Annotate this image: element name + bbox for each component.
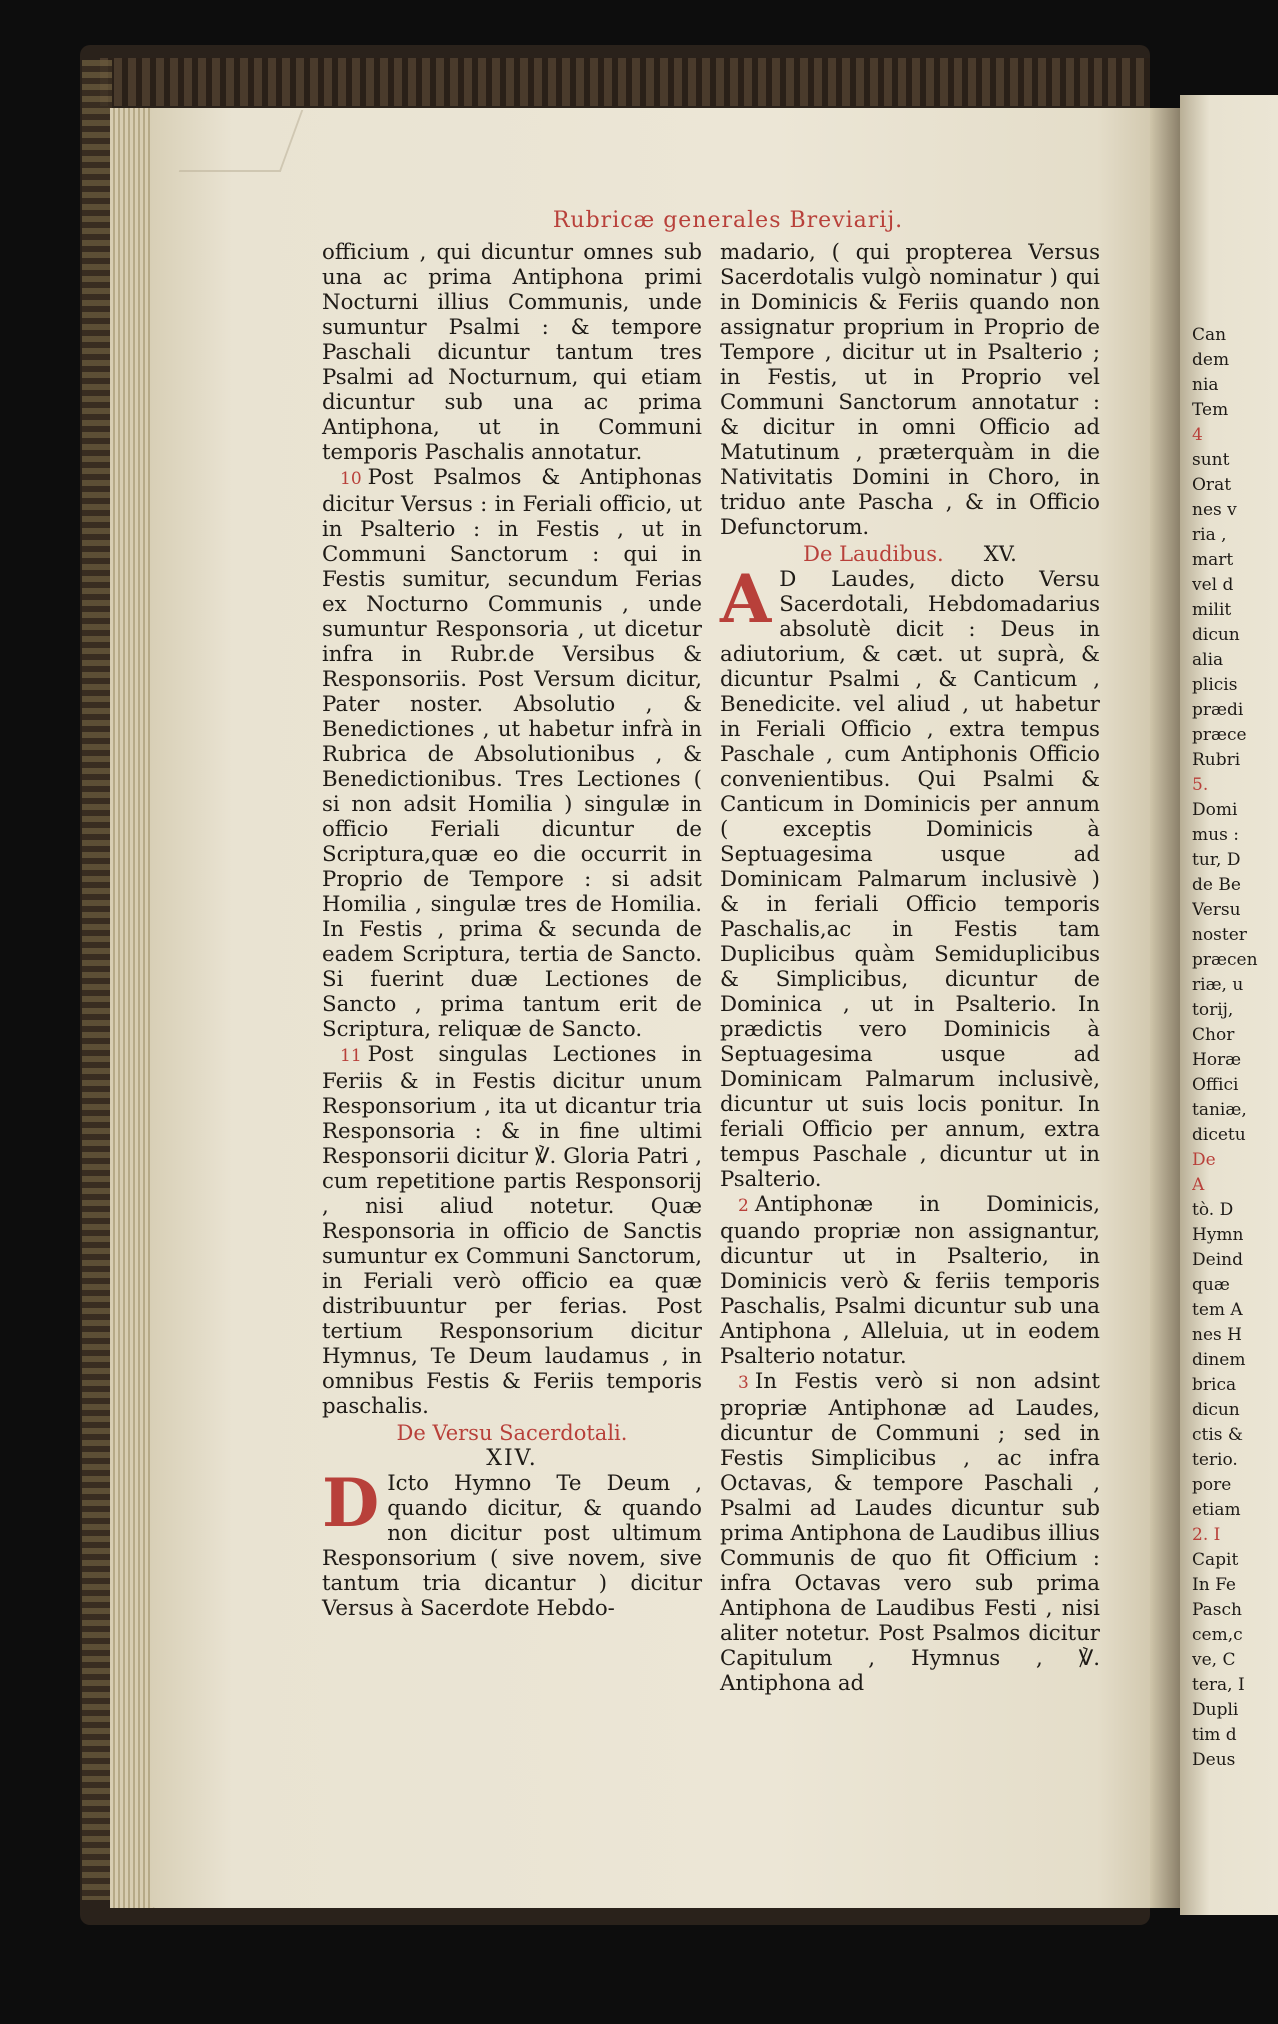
- facing-page-text: [1192, 323, 1274, 1773]
- paragraph-intro: officium , qui dicuntur omnes sub una ac prima Antiphona primi Nocturni illius Communis, unde sumuntur Psalmi : & tempore Paschali dicuntur tantum tres Psalmi ad Nocturnum, qui etiam dicuntur sub una ac prima Antiphona, ut in Communi temporis Paschalis annotatur.: [322, 240, 702, 465]
- facing-page-line: Rubri: [1192, 750, 1241, 770]
- facing-page-line: brica: [1192, 1375, 1237, 1395]
- facing-page-line: In Fe: [1192, 1575, 1236, 1595]
- paragraph-text: D Laudes, dicto Versu Sacerdotali, Hebdomadarius absolutè dicit : Deus in adiutorium, & cæt. ut suprà, & dicuntur Psalmi , & Canticum , Benedicite. vel aliud , ut habetur in Feriali Officio , extra tempus Paschale , cum Antiphonis Officio convenientibus. Qui Psalmi & Canticum in Dominicis per annum ( exceptis Dominicis à Septuagesima usque ad Dominicam Palmarum inclusivè ) & in feriali Officio temporis Paschalis,ac in Festis tam Duplicibus quàm Semiduplicibus & Simplicibus, dicuntur de Dominica , ut in Psalterio. In prædictis vero Dominicis à Septuagesima usque ad Dominicam Palmarum inclusivè, dicuntur ut suis locis ponitur. In feriali Officio per annum, extra tempus Paschale , dicuntur ut in Psalterio.: [720, 567, 1100, 1192]
- facing-page: [1180, 95, 1278, 1915]
- paragraph-d: [322, 1464, 702, 1621]
- facing-page-line: sunt: [1192, 450, 1230, 470]
- facing-page-line: dem: [1192, 350, 1230, 370]
- facing-page-line: tur, D: [1192, 850, 1241, 870]
- facing-page-line: noster: [1192, 925, 1247, 945]
- facing-page-line: tò. D: [1192, 1200, 1234, 1220]
- facing-page-line: etiam: [1192, 1500, 1241, 1520]
- book-top-edge: [100, 58, 1150, 106]
- paragraph-number: 11: [340, 1046, 362, 1066]
- facing-page-line: præce: [1192, 725, 1247, 745]
- paragraph-text: Post singulas Lectiones in Feriis & in Festis dicitur unum Responsorium , ita ut dicantur tria Responsoria : & in fine ultimi Responsorii dicitur ℣. Gloria Patri , cum repetitione partis Responsorij , nisi aliud notetur. Quæ Responsoria in officio de Sanctis sumuntur ex Communi Sanctorum, in Feriali verò officio ea quæ distribuuntur per ferias. Post tertium Responsorium dicitur Hymnus, Te Deum laudamus , in omnibus Festis & Feriis temporis paschalis.: [322, 1042, 702, 1419]
- facing-page-line: tim d: [1192, 1725, 1237, 1745]
- paragraph-text: In Festis verò si non adsint propriæ Antiphonæ ad Laudes, dicuntur de Communi ; sed in Festis Simplicibus , ac infra Octavas, & tempore Paschali , Psalmi ad Laudes dicuntur sub prima Antiphona de Laudibus illius Communis de quo fit Officium : infra Octavas vero sub prima Antiphona de Laudibus Festi , nisi aliter notetur. Post Psalmos dicitur Capitulum , Hymnus , ℣. Antiphona ad: [720, 1369, 1100, 1696]
- running-header: Rubricæ generales Breviarij.: [552, 208, 904, 233]
- page-gutter: [1150, 108, 1180, 1908]
- facing-page-line: ria ,: [1192, 525, 1227, 545]
- left-column: [322, 240, 702, 1621]
- right-column: [720, 240, 1100, 1696]
- facing-page-line: pore: [1192, 1475, 1232, 1495]
- facing-page-line: mart: [1192, 550, 1234, 570]
- facing-page-line: dinem: [1192, 1350, 1246, 1370]
- facing-page-line: mus :: [1192, 825, 1239, 845]
- facing-page-line: plicis: [1192, 675, 1238, 695]
- paragraph-3: [720, 1369, 1100, 1696]
- paragraph-2: [720, 1192, 1100, 1369]
- facing-page-line: cem,c: [1192, 1625, 1243, 1645]
- section-number-xv: XV.: [983, 542, 1017, 566]
- facing-page-line: vel d: [1192, 575, 1234, 595]
- drop-cap: D: [322, 1464, 380, 1542]
- facing-page-line: tera, I: [1192, 1675, 1245, 1695]
- facing-page-line: præcen: [1192, 950, 1258, 970]
- drop-cap: A: [720, 560, 772, 638]
- paragraph-text: Post Psalmos & Antiphonas dicitur Versus : in Feriali officio, ut in Psalterio : in Festis , ut in Communi Sanctorum : qui in Festis sumitur, secundum Ferias ex Nocturno Communis , unde sumuntur Responsoria , ut dicetur infra in Rubr.de Versibus & Responsoriis. Post Versum dicitur, Pater noster. Absolutio , & Benedictiones , ut habetur infrà in Rubrica de Absolutionibus , & Benedictionibus. Tres Lectiones ( si non adsit Homilia ) singulæ in officio Feriali dicuntur de Scriptura,quæ eo die occurrit in Proprio de Tempore : si adsit Homilia , singulæ tres de Homilia. In Festis , prima & secunda de eadem Scriptura, tertia de Sancto. Si fuerint duæ Lectiones de Sancto , prima tantum erit de Scriptura, reliquæ de Sancto.: [322, 465, 702, 1042]
- facing-page-line: taniæ,: [1192, 1100, 1247, 1120]
- section-title-xiv: De Versu Sacerdotali.: [396, 1421, 628, 1445]
- facing-page-line: 4: [1192, 425, 1203, 445]
- paragraph-text: Antiphonæ in Dominicis, quando propriæ non assignantur, dicuntur ut in Psalterio, in Dominicis verò & feriis temporis Paschalis, Psalmi dicuntur sub una Antiphona , Alleluia, ut in eodem Psalterio notatur.: [720, 1192, 1100, 1369]
- paragraph-continued: madario, ( qui propterea Versus Sacerdotalis vulgò nominatur ) qui in Dominicis & Feriis quando non assignatur proprium in Proprio de Tempore , dicitur ut in Psalterio ; in Festis, ut in Proprio vel Communi Sanctorum annotatur : & dicitur in omni Officio ad Matutinum , præterquàm in die Nativitatis Domini in Choro, in triduo ante Pascha , & in Officio Defunctorum.: [720, 240, 1100, 540]
- book-spine-edge: [82, 60, 112, 1900]
- facing-page-line: terio.: [1192, 1450, 1238, 1470]
- paragraph-10: [322, 465, 702, 1042]
- facing-page-line: Pasch: [1192, 1600, 1243, 1620]
- facing-page-line: torij,: [1192, 1000, 1234, 1020]
- facing-page-line: alia: [1192, 650, 1224, 670]
- facing-page-line: Dupli: [1192, 1700, 1239, 1720]
- facing-page-line: A: [1192, 1175, 1205, 1195]
- facing-page-line: 2. I: [1192, 1525, 1221, 1545]
- facing-page-line: Hymn: [1192, 1225, 1244, 1245]
- facing-page-line: Horæ: [1192, 1050, 1242, 1070]
- paragraph-number: 2: [738, 1196, 749, 1216]
- paragraph-text: Icto Hymno Te Deum , quando dicitur, & quando non dicitur post ultimum Responsorium ( sive novem, sive tantum tria dicantur ) dicitur Versus à Sacerdote Hebdo-: [322, 1471, 702, 1621]
- facing-page-line: nes H: [1192, 1325, 1242, 1345]
- paragraph-11: [322, 1042, 702, 1419]
- facing-page-line: dicetu: [1192, 1125, 1246, 1145]
- paragraph-number: 3: [738, 1373, 749, 1393]
- facing-page-line: nes v: [1192, 500, 1237, 520]
- facing-page-line: tem A: [1192, 1300, 1243, 1320]
- facing-page-line: Can: [1192, 325, 1227, 345]
- facing-page-line: Capit: [1192, 1550, 1239, 1570]
- facing-page-line: De: [1192, 1150, 1216, 1170]
- facing-page-line: de Be: [1192, 875, 1241, 895]
- facing-page-line: milit: [1192, 600, 1232, 620]
- facing-page-line: Tem: [1192, 400, 1229, 420]
- facing-page-line: riæ, u: [1192, 975, 1244, 995]
- facing-page-line: dicun: [1192, 625, 1240, 645]
- facing-page-line: Versu: [1192, 900, 1241, 920]
- section-title-xv: [720, 542, 1100, 567]
- section-number-xiv: XIV.: [486, 1446, 538, 1471]
- facing-page-line: Chor: [1192, 1025, 1235, 1045]
- facing-page-line: 5.: [1192, 775, 1209, 795]
- paragraph-a: [720, 560, 1100, 1192]
- facing-page-line: Deus: [1192, 1750, 1236, 1770]
- facing-page-line: Domi: [1192, 800, 1238, 820]
- facing-page-line: quæ: [1192, 1275, 1230, 1295]
- facing-page-line: Deind: [1192, 1250, 1243, 1270]
- facing-page-line: Orat: [1192, 475, 1232, 495]
- facing-page-line: ve, C: [1192, 1650, 1236, 1670]
- facing-page-line: ctis &: [1192, 1425, 1244, 1445]
- paragraph-number: 10: [340, 469, 362, 489]
- section-title-text: De Laudibus.: [803, 542, 944, 566]
- facing-page-line: prædi: [1192, 700, 1244, 720]
- facing-page-line: nia: [1192, 375, 1219, 395]
- facing-page-line: dicun: [1192, 1400, 1240, 1420]
- facing-page-line: Offici: [1192, 1075, 1239, 1095]
